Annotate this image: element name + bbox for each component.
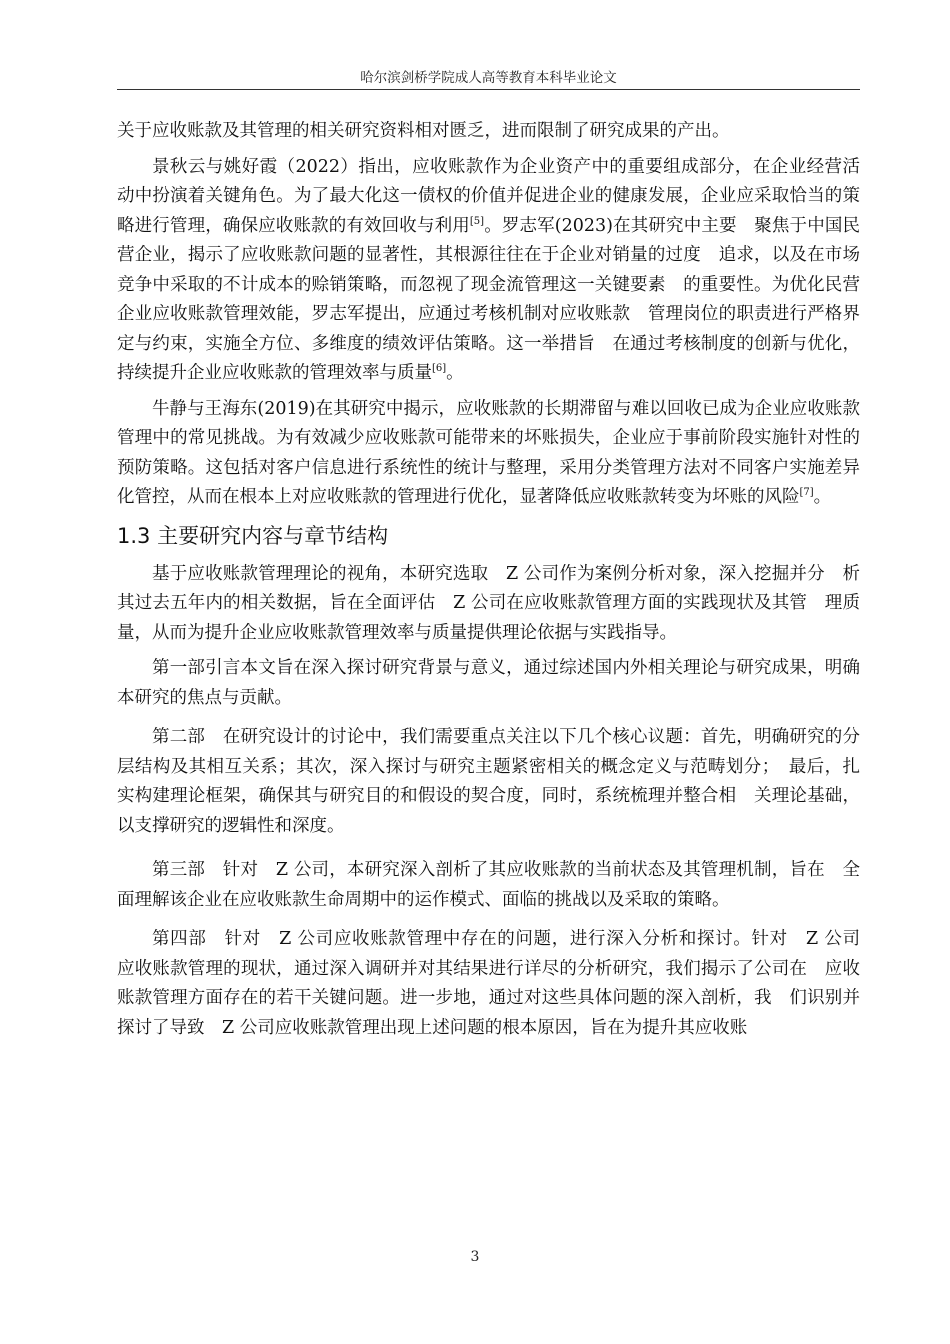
header-rule (117, 89, 860, 90)
page-number: 3 (470, 1249, 480, 1265)
paragraph-part-four: 第四部 针对 Z 公司应收账款管理中存在的问题，进行深入分析和探讨。针对 Z 公司 应收账款管理的现状，通过深入调研并对其结果进行详尽的分析研究，我们揭示了公司在 应收账款管理方面存在的若干关键问题。进一步地，通过对这些具体问题的深入剖析，我 们识别并探讨了导致 Z 公司应收账款管理出现上述问题的根本原因，旨在为提升其应收账 (117, 929, 878, 1038)
citation-7: [7] (799, 487, 814, 499)
paragraph-text: 牛静与王海东(2019)在其研究中揭示，应收账款的长期滞留与难以回收已成为企业应收账款管理中的常见挑战。为有效减少应收账款可能带来的坏账损失，企业应于事前阶段实施针对性的预防策略。这包括对客户信息进行系统性的统计与整理，采用分类管理方法对不同客户实施差异化管控，从而在根本上对应收账款的管理进行优化，显著降低应收账款转变为坏账的风险 (117, 398, 860, 507)
page-body (117, 117, 878, 1043)
section-heading: 1.3 主要研究内容与章节结构 (117, 523, 389, 548)
paragraph-part-three: 第三部 针对 Z 公司，本研究深入剖析了其应收账款的当前状态及其管理机制，旨在 全面理解该企业在应收账款生命周期中的运作模式、面临的挑战以及采取的策略。 (117, 860, 860, 910)
citation-5: [5] (469, 215, 485, 227)
paragraph-text: 景秋云与姚好霞（2022）指出，应收账款作为企业资产中的重要组成部分，在企业经营活动中扮演着关键角色。为了最大化这一债权的价值并促进企业的健康发展，企业应采取恰当的策略进行管理，确保应收账款的有效回收与利用 (117, 156, 860, 236)
paragraph-part-one: 第一部引言本文旨在深入探讨研究背景与意义，通过综述国内外相关理论与研究成果，明确本研究的焦点与贡献。 (117, 658, 860, 708)
paragraph-jing-yao (117, 153, 860, 389)
paragraph-research-content: 基于应收账款管理理论的视角，本研究选取 Z 公司作为案例分析对象，深入挖掘并分 析其过去五年内的相关数据，旨在全面评估 Z 公司在应收账款管理方面的实践现状及其管 理质量，从而为提升企业应收账款管理效率与质量提供理论依据与实践指导。 (117, 563, 860, 643)
paragraph-text: 关于应收账款及其管理的相关研究资料相对匮乏，进而限制了研究成果的产出。 (117, 121, 730, 141)
paragraph-text: 。 (446, 363, 464, 383)
citation-6: [6] (432, 363, 447, 375)
paragraph-text: 。罗志军(2023)在其研究中主要 聚焦于中国民营企业，揭示了应收账款问题的显著性，其根源往往在于企业对销量的过度 追求，以及在市场竞争中采取的不计成本的赊销策略，而忽视了现金流管理这一关键要素 的重要性。为优化民营企业应收账款管理效能，罗志军提出，应通过考核机制对应收账款 管理岗位的职责进行严格界定与约束，实施全方位、多维度的绩效评估策略。这一举措旨 在通过考核制度的创新与优化，持续提升企业应收账款的管理效率与质量 (117, 215, 860, 383)
paragraph-part-two: 第二部 在研究设计的讨论中，我们需要重点关注以下几个核心议题：首先，明确研究的分层结构及其相互关系；其次，深入探讨与研究主题紧密相关的概念定义与范畴划分； 最后，扎实构建理论框架，确保其与研究目的和假设的契合度，同时，系统梳理并整合相 关理论基础，以支撑研究的逻辑性和深度。 (117, 727, 860, 836)
paragraph-continuation (117, 117, 860, 147)
page-header: 哈尔滨剑桥学院成人高等教育本科毕业论文 (360, 70, 617, 86)
paragraph-niu-wang (117, 395, 860, 513)
paragraph-text: 。 (813, 487, 832, 507)
